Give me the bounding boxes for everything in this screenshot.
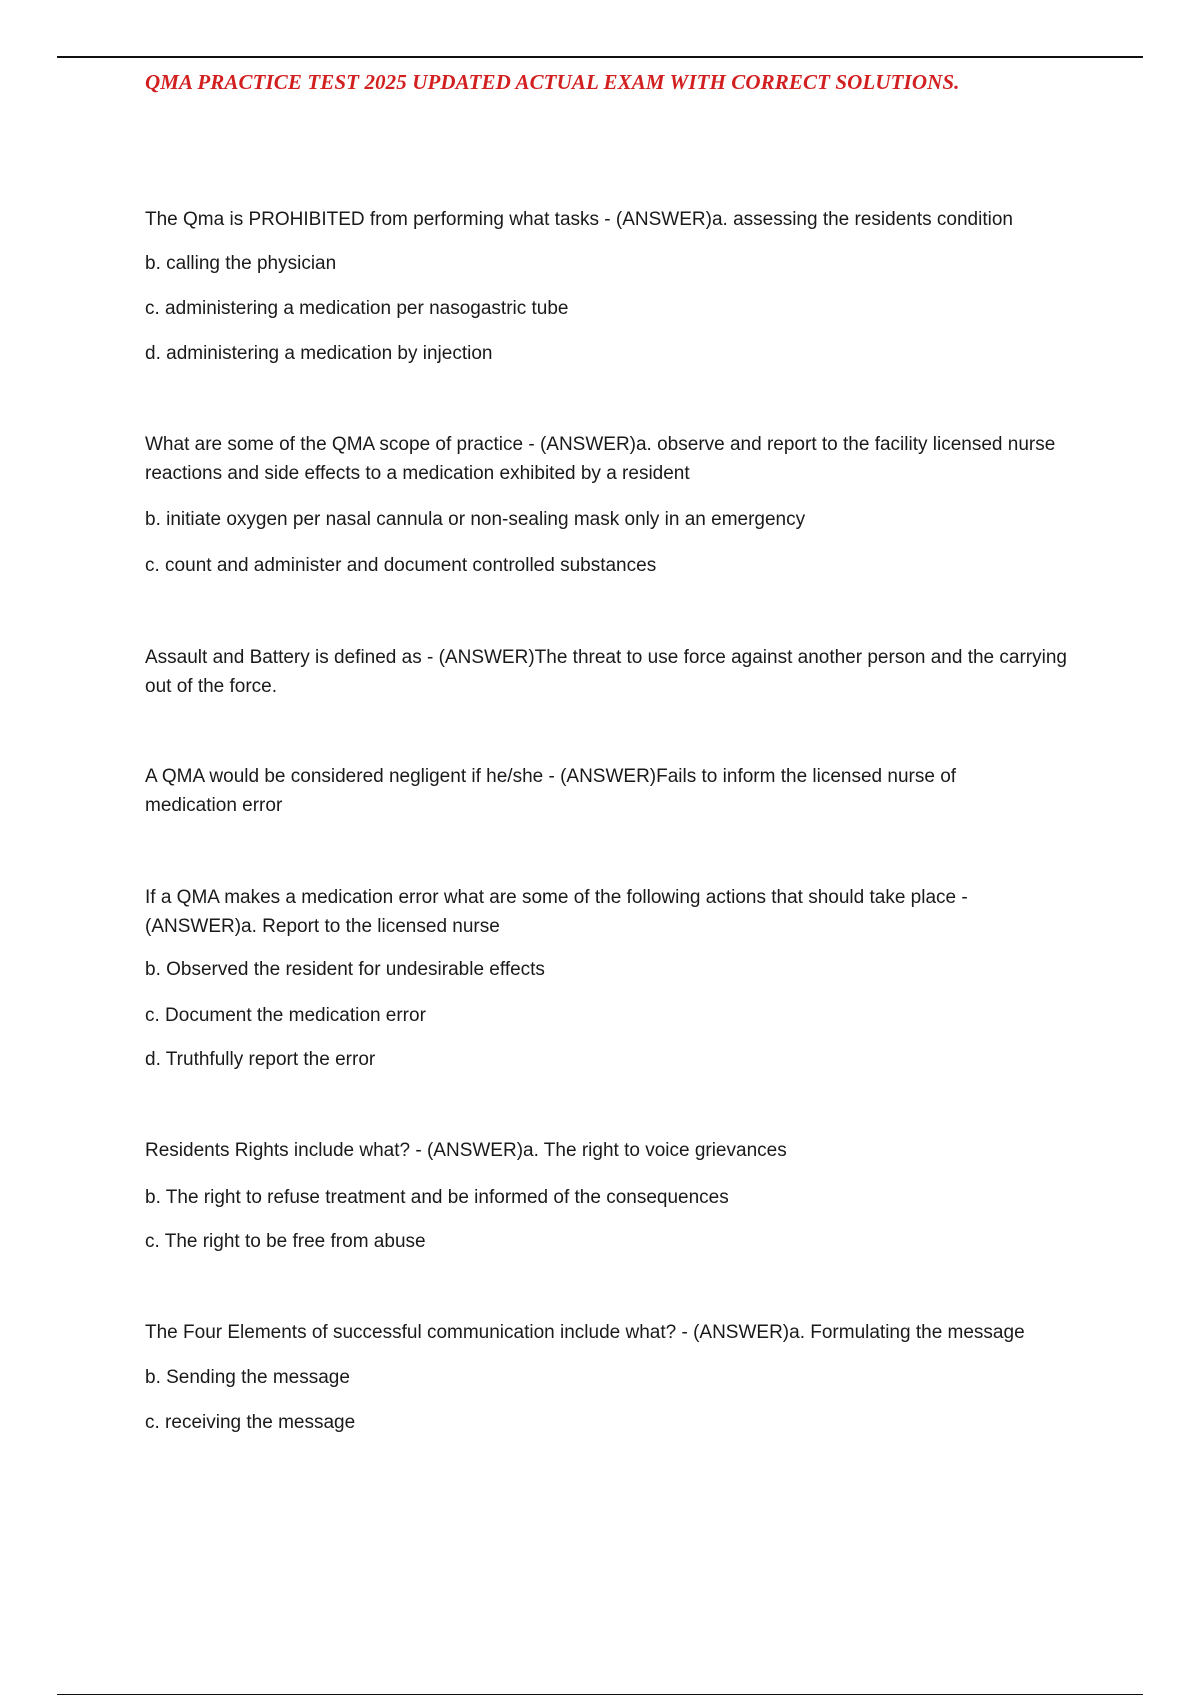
answer-option: d. administering a medication by injection bbox=[145, 343, 493, 364]
qa-block bbox=[145, 762, 1095, 820]
answer-option: c. receiving the message bbox=[145, 1412, 356, 1433]
qa-block bbox=[145, 430, 1095, 576]
answer-option: c. The right to be free from abuse bbox=[145, 1231, 426, 1252]
question-text: The Four Elements of successful communication include what? - (ANSWER)a. Formulating the message bbox=[145, 1322, 1025, 1343]
footer-rule bbox=[57, 1694, 1143, 1695]
question-text: The Qma is PROHIBITED from performing what tasks - (ANSWER)a. assessing the residents condition bbox=[145, 209, 1013, 230]
header-rule bbox=[57, 56, 1143, 58]
answer-option: b. Observed the resident for undesirable effects bbox=[145, 959, 545, 980]
qa-block bbox=[145, 1136, 1095, 1252]
answer-option: d. Truthfully report the error bbox=[145, 1049, 376, 1070]
question-text: A QMA would be considered negligent if he/she - (ANSWER)Fails to inform the licensed nurse of medication error bbox=[145, 766, 957, 816]
question-text: What are some of the QMA scope of practice - (ANSWER)a. observe and report to the facility licensed nurse reactions and side effects to a medication exhibited by a resident bbox=[145, 434, 1056, 484]
qa-block bbox=[145, 1318, 1095, 1433]
answer-option: c. Document the medication error bbox=[145, 1005, 426, 1026]
answer-option: b. initiate oxygen per nasal cannula or non-sealing mask only in an emergency bbox=[145, 509, 806, 530]
answer-option: c. administering a medication per nasogastric tube bbox=[145, 298, 569, 319]
qa-block bbox=[145, 205, 1095, 364]
qa-block bbox=[145, 883, 1095, 1070]
document-title: QMA PRACTICE TEST 2025 UPDATED ACTUAL EXAM WITH CORRECT SOLUTIONS. bbox=[145, 70, 960, 94]
question-text: Residents Rights include what? - (ANSWER)a. The right to voice grievances bbox=[145, 1140, 787, 1161]
answer-option: b. calling the physician bbox=[145, 253, 337, 274]
answer-option: b. Sending the message bbox=[145, 1367, 350, 1388]
question-text: Assault and Battery is defined as - (ANSWER)The threat to use force against another person and the carrying out of the force. bbox=[145, 647, 1067, 697]
answer-option: b. The right to refuse treatment and be informed of the consequences bbox=[145, 1187, 729, 1208]
answer-option: c. count and administer and document controlled substances bbox=[145, 555, 657, 576]
qa-block bbox=[145, 643, 1095, 701]
question-text: If a QMA makes a medication error what are some of the following actions that should take place - (ANSWER)a. Report to the licensed nurse bbox=[145, 887, 968, 937]
